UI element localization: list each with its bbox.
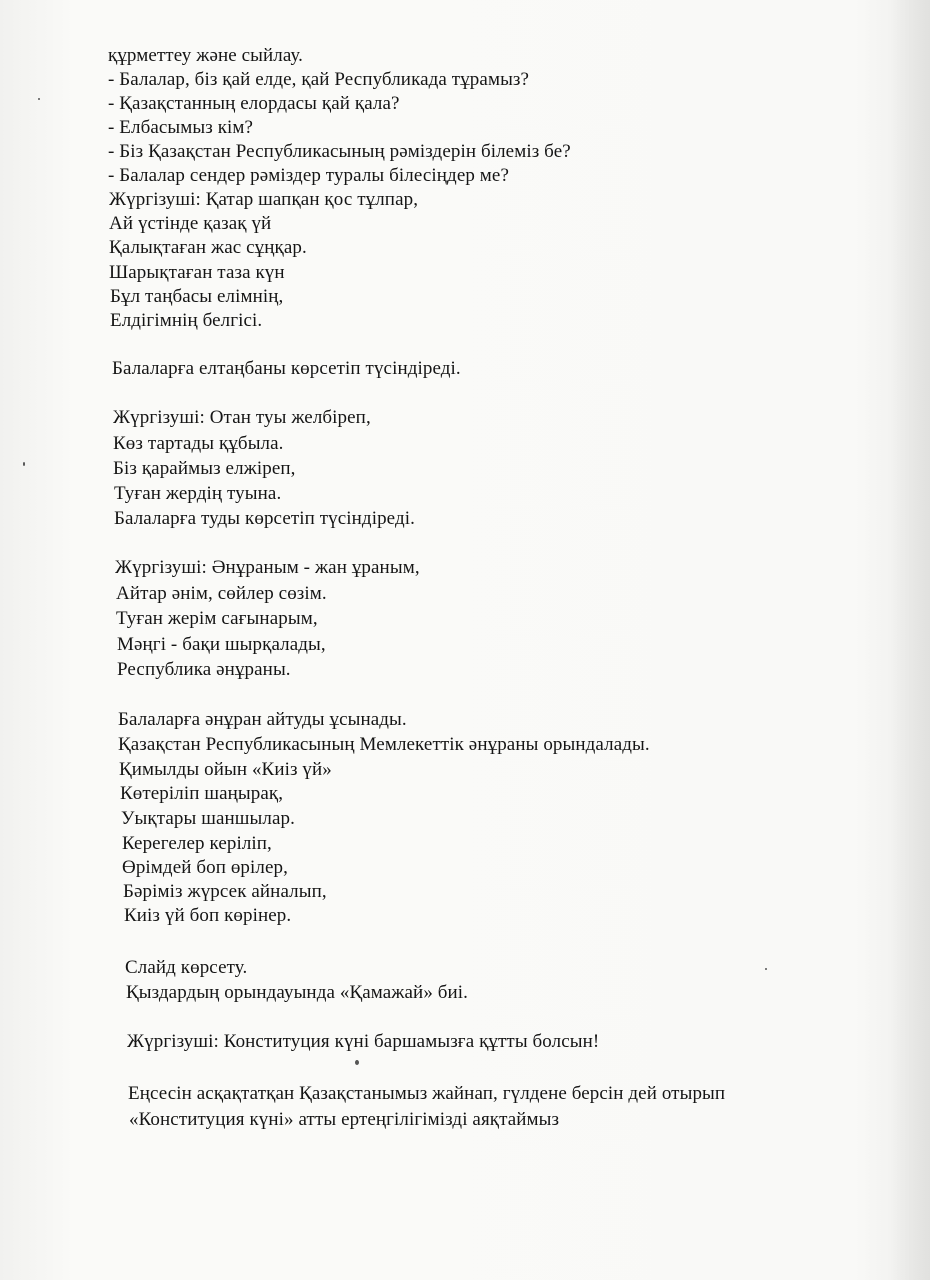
scan-speck [765,968,767,970]
text-line: Елдігімнің белгісі. [110,310,263,331]
text-line: құрметтеу және сыйлау. [108,45,303,66]
text-line: Шарықтаған таза күн [109,262,285,283]
text-line: Республика әнұраны. [117,659,291,680]
text-line: Қимылды ойын «Киіз үй» [119,759,332,780]
scan-speck [38,98,40,100]
text-line: Бұл таңбасы елімнің, [110,286,284,307]
text-line: Киіз үй боп көрінер. [124,905,292,926]
text-line: Қыздардың орындауында «Қамажай» биі. [126,982,469,1003]
text-line: - Елбасымыз кім? [108,117,254,138]
text-line: Көтеріліп шаңырақ, [120,783,284,804]
text-line: Ай үстінде қазақ үй [109,213,272,234]
text-line: Жүргізуші: Әнұраным - жан ұраным, [115,557,420,578]
text-line: Балаларға әнұран айтуды ұсынады. [118,709,407,730]
text-line: Мәңгі - бақи шырқалады, [117,634,326,655]
text-line: Еңсесін асқақтатқан Қазақстанымыз жайнап, гүлдене берсін дей отырып [128,1083,726,1104]
text-line: Уықтары шаншылар. [121,808,295,829]
text-line: - Балалар сендер рәміздер туралы білесіңдер ме? [108,165,509,186]
text-line: Қалықтаған жас сұңқар. [109,237,307,258]
text-line: - Қазақстанның елордасы қай қала? [108,93,400,114]
page-edge-shadow [890,0,930,1280]
text-line: Біз қараймыз елжіреп, [113,458,296,479]
text-line: Көз тартады құбыла. [113,433,284,454]
text-line: Өрімдей боп өрілер, [122,857,288,878]
text-line: Слайд көрсету. [125,957,248,978]
text-line: - Біз Қазақстан Республикасының рәміздерін білеміз бе? [108,141,571,162]
text-line: Туған жерім сағынарым, [116,608,318,629]
scan-speck [355,1060,359,1065]
text-line: - Балалар, біз қай елде, қай Республикада тұрамыз? [108,69,530,90]
text-line: «Конституция күні» атты ертеңгілігімізді аяқтаймыз [129,1109,560,1130]
text-line: Жүргізуші: Отан туы желбіреп, [113,407,371,428]
scan-speck [23,462,25,466]
text-line: Бәріміз жүрсек айналып, [123,881,327,902]
text-line: Керегелер керіліп, [122,833,272,854]
text-line: Айтар әнім, сөйлер сөзім. [116,583,327,604]
text-line: Қазақстан Республикасының Мемлекеттік әнұраны орындалады. [118,734,650,755]
text-line: Балаларға туды көрсетіп түсіндіреді. [114,508,415,529]
text-line: Жүргізуші: Қатар шапқан қос тұлпар, [109,189,419,210]
text-line: Туған жердің туына. [114,483,282,504]
text-line: Балаларға елтаңбаны көрсетіп түсіндіреді. [112,358,461,379]
text-line: Жүргізуші: Конституция күні баршамызға құтты болсын! [127,1031,600,1052]
